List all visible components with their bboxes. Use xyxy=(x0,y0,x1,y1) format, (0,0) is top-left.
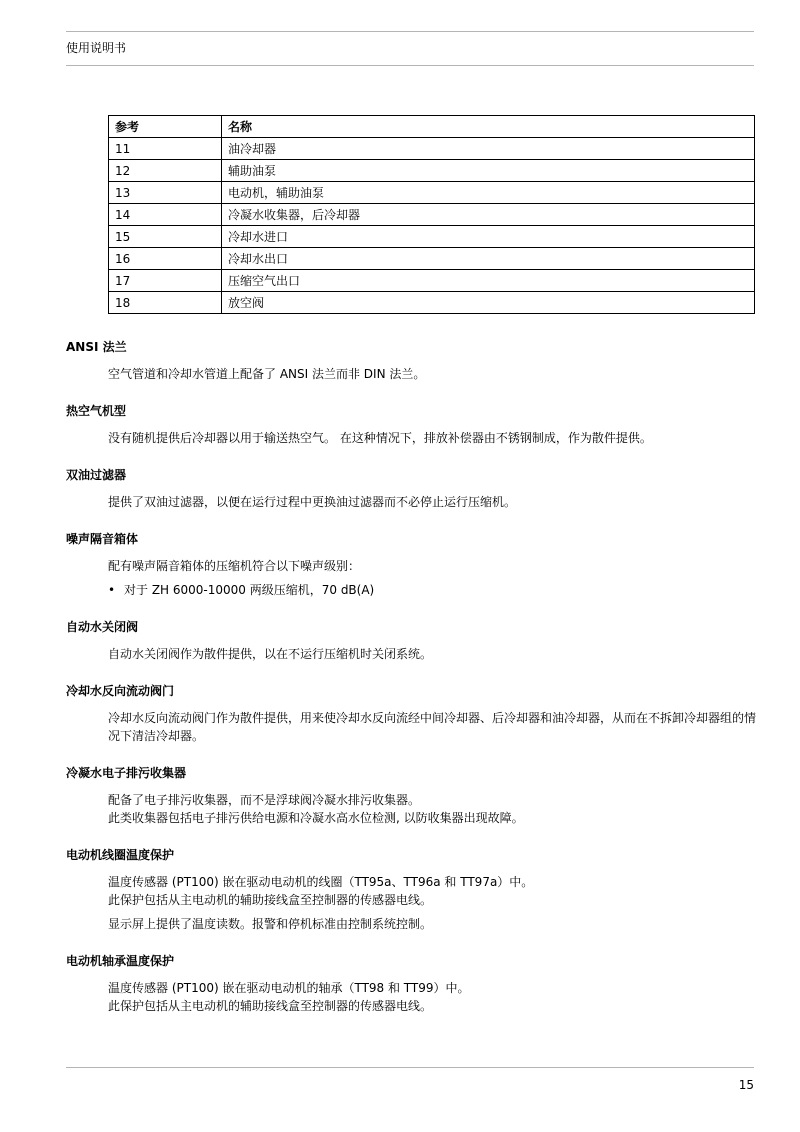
section-winding-temp xyxy=(66,847,756,933)
section-paragraph: 冷却水反向流动阀门作为散件提供，用来使冷却水反向流经中间冷却器、后冷却器和油冷却器，从而在不拆卸冷却器组的情况下清洁冷却器。 xyxy=(108,711,757,743)
table-header-name: 名称 xyxy=(222,116,755,138)
section-paragraph: 温度传感器 (PT100) 嵌在驱动电动机的轴承（TT98 和 TT99）中。 此保护包括从主电动机的辅助接线盒至控制器的传感器电线。 xyxy=(108,981,470,1013)
page-number: 15 xyxy=(738,1078,754,1092)
table-row xyxy=(109,204,755,226)
table-cell-ref: 17 xyxy=(109,270,222,292)
section-paragraph: 自动水关闭阀作为散件提供，以在不运行压缩机时关闭系统。 xyxy=(108,647,433,661)
section-reverse-flow-valve xyxy=(66,683,756,745)
list-item-text: 对于 ZH 6000-10000 两级压缩机，70 dB(A) xyxy=(124,583,375,597)
footer-rule xyxy=(66,1067,754,1068)
section-heading: ANSI 法兰 xyxy=(66,340,127,354)
section-paragraph: 提供了双油过滤器，以便在运行过程中更换油过滤器而不必停止运行压缩机。 xyxy=(108,495,517,509)
section-heading: 双油过滤器 xyxy=(66,468,127,482)
section-heading: 噪声隔音箱体 xyxy=(66,532,139,546)
table-header-ref: 参考 xyxy=(109,116,222,138)
section-electronic-drain xyxy=(66,765,756,827)
bullet-icon: • xyxy=(108,583,116,597)
section-paragraph: 配有噪声隔音箱体的压缩机符合以下噪声级别： xyxy=(108,559,361,573)
table-cell-name: 冷凝水收集器，后冷却器 xyxy=(222,204,755,226)
section-bearing-temp xyxy=(66,953,756,1015)
section-paragraph: 显示屏上提供了温度读数。报警和停机标准由控制系统控制。 xyxy=(108,917,433,931)
list-item xyxy=(108,581,756,599)
header-bottom-rule xyxy=(66,65,754,66)
section-ansi-flange xyxy=(66,339,756,383)
table-cell-name: 电动机，辅助油泵 xyxy=(222,182,755,204)
section-dual-oil-filter xyxy=(66,467,756,511)
section-auto-water-shutoff xyxy=(66,619,756,663)
table-row xyxy=(109,248,755,270)
table-cell-ref: 11 xyxy=(109,138,222,160)
table-cell-ref: 16 xyxy=(109,248,222,270)
section-noise-enclosure xyxy=(66,531,756,599)
table-cell-name: 冷却水进口 xyxy=(222,226,755,248)
table-cell-ref: 12 xyxy=(109,160,222,182)
section-heading: 自动水关闭阀 xyxy=(66,620,139,634)
table-cell-ref: 18 xyxy=(109,292,222,314)
table-cell-name: 放空阀 xyxy=(222,292,755,314)
table-cell-ref: 13 xyxy=(109,182,222,204)
section-paragraph: 配备了电子排污收集器，而不是浮球阀冷凝水排污收集器。 此类收集器包括电子排污供给电源和冷凝水高水位检测, 以防收集器出现故障。 xyxy=(108,793,524,825)
section-heading: 电动机轴承温度保护 xyxy=(66,954,175,968)
section-paragraph: 温度传感器 (PT100) 嵌在驱动电动机的线圈（TT95a、TT96a 和 TT97a）中。 此保护包括从主电动机的辅助接线盒至控制器的传感器电线。 xyxy=(108,875,534,907)
table-row xyxy=(109,226,755,248)
bullet-list xyxy=(108,581,756,599)
table-cell-name: 冷却水出口 xyxy=(222,248,755,270)
header-title: 使用说明书 xyxy=(66,41,127,55)
section-hot-air xyxy=(66,403,756,447)
table-cell-name: 辅助油泵 xyxy=(222,160,755,182)
section-heading: 冷凝水电子排污收集器 xyxy=(66,766,187,780)
section-heading: 冷却水反向流动阀门 xyxy=(66,684,175,698)
section-heading: 电动机线圈温度保护 xyxy=(66,848,175,862)
table-cell-ref: 14 xyxy=(109,204,222,226)
section-paragraph: 没有随机提供后冷却器以用于输送热空气。 在这种情况下，排放补偿器由不锈钢制成，作为散件提供。 xyxy=(108,431,652,445)
section-heading: 热空气机型 xyxy=(66,404,127,418)
header-top-rule xyxy=(66,31,754,32)
table-row xyxy=(109,182,755,204)
document-body xyxy=(66,339,756,1035)
reference-table xyxy=(108,115,755,314)
table-row xyxy=(109,292,755,314)
table-row xyxy=(109,138,755,160)
table-row xyxy=(109,270,755,292)
table-cell-name: 压缩空气出口 xyxy=(222,270,755,292)
table-header-row xyxy=(109,116,755,138)
table-cell-ref: 15 xyxy=(109,226,222,248)
table-row xyxy=(109,160,755,182)
table-cell-name: 油冷却器 xyxy=(222,138,755,160)
section-paragraph: 空气管道和冷却水管道上配备了 ANSI 法兰而非 DIN 法兰。 xyxy=(108,367,426,381)
